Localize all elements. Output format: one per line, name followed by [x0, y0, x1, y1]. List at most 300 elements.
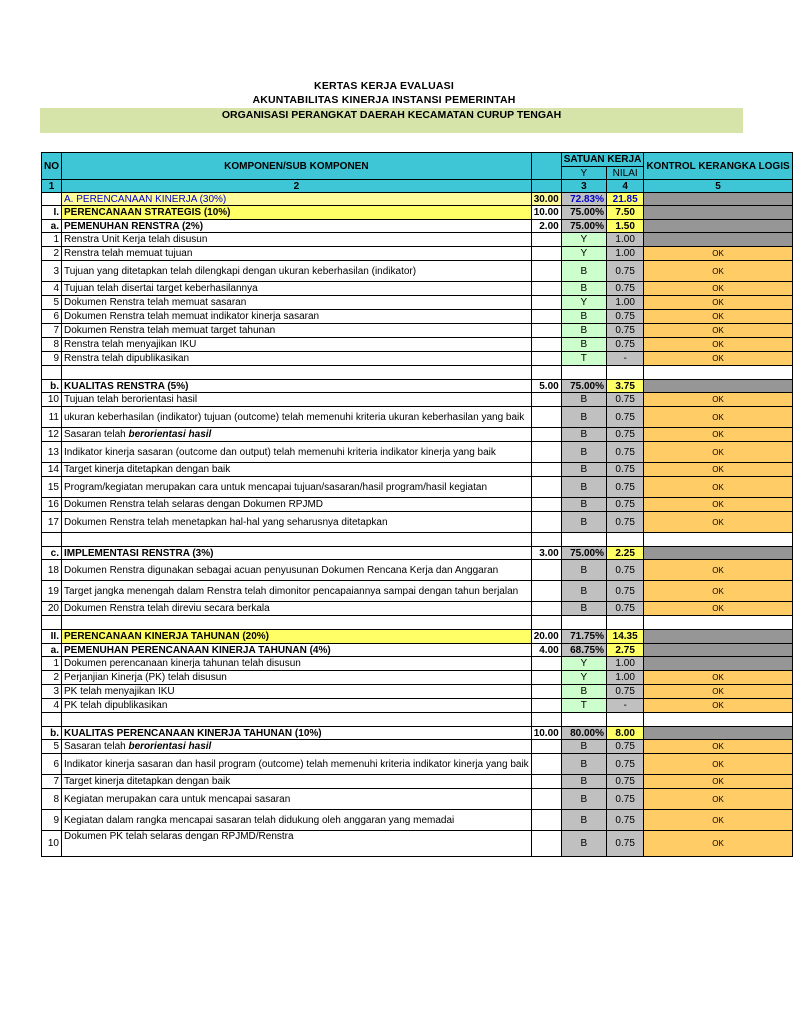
item-answer: B: [561, 560, 606, 581]
item-number: 11: [42, 407, 62, 428]
item-bobot: [531, 657, 561, 671]
section-nilai: 14.35: [607, 630, 644, 644]
row-number: b.: [42, 727, 62, 740]
item-label: Dokumen Renstra digunakan sebagai acuan penyusunan Dokumen Rencana Kerja dan Anggaran: [62, 560, 532, 581]
table-row: [42, 616, 793, 630]
item-ok-status: OK: [644, 685, 792, 699]
blank-cell: [561, 533, 606, 547]
table-row: [42, 789, 793, 810]
item-value: 1.00: [607, 671, 644, 685]
item-answer: B: [561, 324, 606, 338]
item-number: 3: [42, 685, 62, 699]
table-row: [42, 338, 793, 352]
item-answer: B: [561, 442, 606, 463]
item-answer: B: [561, 477, 606, 498]
item-answer: B: [561, 685, 606, 699]
item-ok-status: OK: [644, 699, 792, 713]
section-label: PERENCANAAN STRATEGIS (10%): [62, 206, 532, 220]
table-row: [42, 233, 793, 247]
item-answer: B: [561, 740, 606, 754]
item-answer: T: [561, 352, 606, 366]
header-komponen: KOMPONEN/SUB KOMPONEN: [62, 153, 532, 180]
section-label: IMPLEMENTASI RENSTRA (3%): [62, 547, 532, 560]
item-label: PK telah dipublikasikan: [62, 699, 532, 713]
table-row: [42, 220, 793, 233]
item-answer: B: [561, 581, 606, 602]
section-label: KUALITAS RENSTRA (5%): [62, 380, 532, 393]
item-label: [62, 428, 532, 442]
section-bobot: 30.00: [531, 193, 561, 206]
table-row: [42, 206, 793, 220]
section-kontrol: [644, 206, 792, 220]
item-number: 18: [42, 560, 62, 581]
item-label-text: Sasaran telah: [64, 741, 129, 752]
item-value: 0.75: [607, 560, 644, 581]
table-row: [42, 581, 793, 602]
item-answer: Y: [561, 233, 606, 247]
item-bobot: [531, 831, 561, 857]
section-label: PEMENUHAN PERENCANAAN KINERJA TAHUNAN (4%): [62, 644, 532, 657]
header-kontrol: KONTROL KERANGKA LOGIS: [644, 153, 792, 180]
section-nilai: 21.85: [607, 193, 644, 206]
item-bobot: [531, 324, 561, 338]
section-label: PERENCANAAN KINERJA TAHUNAN (20%): [62, 630, 532, 644]
item-number: 8: [42, 789, 62, 810]
item-label: PK telah menyajikan IKU: [62, 685, 532, 699]
item-ok-status: OK: [644, 393, 792, 407]
table-row: [42, 310, 793, 324]
item-answer: B: [561, 775, 606, 789]
item-label: Tujuan telah berorientasi hasil: [62, 393, 532, 407]
item-number: 13: [42, 442, 62, 463]
evaluation-sheet: [41, 152, 793, 857]
item-answer: T: [561, 699, 606, 713]
table-row: [42, 352, 793, 366]
row-number: a.: [42, 220, 62, 233]
table-row: [42, 685, 793, 699]
section-percent: 71.75%: [561, 630, 606, 644]
blank-cell: [607, 616, 644, 630]
item-answer: Y: [561, 671, 606, 685]
table-row: [42, 630, 793, 644]
item-bobot: [531, 282, 561, 296]
item-number: 16: [42, 498, 62, 512]
item-bobot: [531, 775, 561, 789]
item-bobot: [531, 560, 561, 581]
table-row: [42, 810, 793, 831]
header-no: NO: [42, 153, 62, 180]
header-num-1: 1: [42, 180, 62, 193]
item-value: 0.75: [607, 775, 644, 789]
item-label: Dokumen Renstra telah menetapkan hal-hal yang seharusnya ditetapkan: [62, 512, 532, 533]
item-ok-status: OK: [644, 352, 792, 366]
table-row: [42, 428, 793, 442]
item-bobot: [531, 671, 561, 685]
item-answer: B: [561, 393, 606, 407]
section-kontrol: [644, 727, 792, 740]
item-label: Indikator kinerja sasaran dan hasil program (outcome) telah memenuhi kriteria indikator kinerja yang baik: [62, 754, 532, 775]
item-value: 0.75: [607, 581, 644, 602]
blank-cell: [42, 366, 62, 380]
table-row: [42, 699, 793, 713]
item-answer: B: [561, 463, 606, 477]
section-kontrol: [644, 547, 792, 560]
item-label: Dokumen perencanaan kinerja tahunan telah disusun: [62, 657, 532, 671]
item-bobot: [531, 685, 561, 699]
item-number: 10: [42, 831, 62, 857]
item-label: Dokumen Renstra telah direviu secara berkala: [62, 602, 532, 616]
table-row: [42, 560, 793, 581]
item-value: 1.00: [607, 247, 644, 261]
item-number: 15: [42, 477, 62, 498]
section-nilai: 8.00: [607, 727, 644, 740]
item-number: 9: [42, 352, 62, 366]
item-bobot: [531, 393, 561, 407]
item-ok-status: [644, 233, 792, 247]
section-label: PEMENUHAN RENSTRA (2%): [62, 220, 532, 233]
item-value: 0.75: [607, 310, 644, 324]
row-number: a.: [42, 644, 62, 657]
item-value: -: [607, 352, 644, 366]
section-bobot: 4.00: [531, 644, 561, 657]
item-bobot: [531, 463, 561, 477]
blank-cell: [62, 366, 532, 380]
item-ok-status: OK: [644, 754, 792, 775]
table-row: [42, 533, 793, 547]
table-row: [42, 296, 793, 310]
table-row: [42, 193, 793, 206]
item-number: 17: [42, 512, 62, 533]
blank-cell: [561, 616, 606, 630]
table-row: [42, 380, 793, 393]
item-ok-status: OK: [644, 338, 792, 352]
item-answer: B: [561, 407, 606, 428]
header-satuan-kerja: SATUAN KERJA: [561, 153, 644, 167]
item-bobot: [531, 581, 561, 602]
item-label: Renstra telah memuat tujuan: [62, 247, 532, 261]
table-row: [42, 547, 793, 560]
item-ok-status: OK: [644, 324, 792, 338]
item-bobot: [531, 247, 561, 261]
item-label-emphasis: berorientasi hasil: [128, 429, 212, 440]
table-row: [42, 740, 793, 754]
item-value: 0.75: [607, 261, 644, 282]
item-value: 0.75: [607, 602, 644, 616]
section-bobot: 20.00: [531, 630, 561, 644]
table-row: [42, 477, 793, 498]
item-answer: B: [561, 810, 606, 831]
item-number: 19: [42, 581, 62, 602]
item-label: Dokumen Renstra telah memuat sasaran: [62, 296, 532, 310]
row-number: b.: [42, 380, 62, 393]
doc-title-1: KERTAS KERJA EVALUASI: [314, 80, 454, 92]
blank-cell: [607, 533, 644, 547]
item-ok-status: OK: [644, 477, 792, 498]
table-row: [42, 463, 793, 477]
item-value: 0.75: [607, 831, 644, 857]
item-ok-status: OK: [644, 407, 792, 428]
item-number: 7: [42, 775, 62, 789]
header-bobot: [531, 153, 561, 180]
item-number: 8: [42, 338, 62, 352]
row-number: II.: [42, 630, 62, 644]
section-percent: 68.75%: [561, 644, 606, 657]
item-value: 1.00: [607, 657, 644, 671]
blank-cell: [531, 366, 561, 380]
item-bobot: [531, 428, 561, 442]
item-value: 0.75: [607, 463, 644, 477]
header-num-blank: [531, 180, 561, 193]
item-value: 0.75: [607, 740, 644, 754]
table-row: [42, 602, 793, 616]
item-value: 0.75: [607, 407, 644, 428]
item-number: 4: [42, 282, 62, 296]
item-answer: B: [561, 754, 606, 775]
item-bobot: [531, 789, 561, 810]
item-bobot: [531, 442, 561, 463]
item-label-text: Sasaran telah: [64, 429, 129, 440]
header-nilai: NILAI: [607, 167, 644, 180]
section-percent: 75.00%: [561, 547, 606, 560]
item-label: Renstra telah menyajikan IKU: [62, 338, 532, 352]
item-value: 0.75: [607, 338, 644, 352]
item-value: 0.75: [607, 810, 644, 831]
section-percent: 75.00%: [561, 380, 606, 393]
blank-cell: [644, 533, 792, 547]
section-nilai: 7.50: [607, 206, 644, 220]
item-answer: B: [561, 310, 606, 324]
item-label: Indikator kinerja sasaran (outcome dan output) telah memenuhi kriteria indikator kinerja yang baik: [62, 442, 532, 463]
item-bobot: [531, 261, 561, 282]
item-value: 1.00: [607, 233, 644, 247]
table-row: [42, 657, 793, 671]
item-answer: B: [561, 789, 606, 810]
item-ok-status: OK: [644, 498, 792, 512]
section-kontrol: [644, 630, 792, 644]
item-label: Program/kegiatan merupakan cara untuk mencapai tujuan/sasaran/hasil program/hasil kegiatan: [62, 477, 532, 498]
item-number: 5: [42, 740, 62, 754]
item-value: 0.75: [607, 393, 644, 407]
section-label: KUALITAS PERENCANAAN KINERJA TAHUNAN (10%): [62, 727, 532, 740]
blank-cell: [62, 713, 532, 727]
item-label: Dokumen Renstra telah memuat indikator kinerja sasaran: [62, 310, 532, 324]
row-number: c.: [42, 547, 62, 560]
blank-cell: [607, 366, 644, 380]
item-value: 0.75: [607, 512, 644, 533]
item-value: 0.75: [607, 685, 644, 699]
item-bobot: [531, 754, 561, 775]
item-ok-status: OK: [644, 512, 792, 533]
item-ok-status: OK: [644, 671, 792, 685]
item-number: 9: [42, 810, 62, 831]
section-kontrol: [644, 644, 792, 657]
item-label: [62, 740, 532, 754]
item-ok-status: OK: [644, 789, 792, 810]
table-row: [42, 366, 793, 380]
item-ok-status: OK: [644, 428, 792, 442]
item-number: 20: [42, 602, 62, 616]
item-label: Renstra telah dipublikasikan: [62, 352, 532, 366]
blank-cell: [62, 533, 532, 547]
table-row: [42, 727, 793, 740]
item-bobot: [531, 740, 561, 754]
item-value: 0.75: [607, 442, 644, 463]
item-label: Dokumen Renstra telah memuat target tahunan: [62, 324, 532, 338]
item-ok-status: OK: [644, 296, 792, 310]
blank-cell: [42, 713, 62, 727]
item-value: 1.00: [607, 296, 644, 310]
item-number: 7: [42, 324, 62, 338]
item-ok-status: OK: [644, 581, 792, 602]
item-number: 2: [42, 247, 62, 261]
item-bobot: [531, 310, 561, 324]
table-row: [42, 261, 793, 282]
doc-title-2: AKUNTABILITAS KINERJA INSTANSI PEMERINTAH: [252, 94, 516, 106]
item-bobot: [531, 477, 561, 498]
item-ok-status: OK: [644, 740, 792, 754]
item-value: 0.75: [607, 498, 644, 512]
section-nilai: 2.75: [607, 644, 644, 657]
blank-cell: [644, 616, 792, 630]
table-row: [42, 498, 793, 512]
row-number: [42, 193, 62, 206]
section-bobot: 10.00: [531, 727, 561, 740]
item-bobot: [531, 498, 561, 512]
blank-cell: [42, 616, 62, 630]
item-number: 12: [42, 428, 62, 442]
item-number: 1: [42, 657, 62, 671]
section-bobot: 10.00: [531, 206, 561, 220]
blank-cell: [531, 616, 561, 630]
table-row: [42, 407, 793, 428]
blank-cell: [561, 713, 606, 727]
section-label: A. PERENCANAAN KINERJA (30%): [62, 193, 532, 206]
item-ok-status: OK: [644, 463, 792, 477]
item-bobot: [531, 338, 561, 352]
header-num-3: 3: [561, 180, 606, 193]
item-label-emphasis: berorientasi hasil: [128, 741, 212, 752]
table-row: [42, 754, 793, 775]
table-row: [42, 644, 793, 657]
item-answer: B: [561, 831, 606, 857]
item-label: Dokumen Renstra telah selaras dengan Dokumen RPJMD: [62, 498, 532, 512]
item-answer: Y: [561, 296, 606, 310]
section-percent: 75.00%: [561, 220, 606, 233]
item-bobot: [531, 296, 561, 310]
item-number: 4: [42, 699, 62, 713]
item-answer: Y: [561, 247, 606, 261]
section-nilai: 3.75: [607, 380, 644, 393]
item-bobot: [531, 810, 561, 831]
blank-cell: [644, 366, 792, 380]
item-label: Renstra Unit Kerja telah disusun: [62, 233, 532, 247]
item-number: 10: [42, 393, 62, 407]
blank-cell: [42, 533, 62, 547]
table-row: [42, 713, 793, 727]
item-label: Kegiatan merupakan cara untuk mencapai sasaran: [62, 789, 532, 810]
item-number: 5: [42, 296, 62, 310]
blank-cell: [531, 533, 561, 547]
header-num-5: 5: [644, 180, 792, 193]
blank-cell: [607, 713, 644, 727]
item-number: 2: [42, 671, 62, 685]
section-nilai: 1.50: [607, 220, 644, 233]
table-row: [42, 442, 793, 463]
item-number: 6: [42, 310, 62, 324]
item-ok-status: OK: [644, 282, 792, 296]
section-kontrol: [644, 193, 792, 206]
item-ok-status: OK: [644, 261, 792, 282]
item-value: 0.75: [607, 477, 644, 498]
item-ok-status: [644, 657, 792, 671]
item-answer: B: [561, 498, 606, 512]
item-label: Target kinerja ditetapkan dengan baik: [62, 775, 532, 789]
item-ok-status: OK: [644, 247, 792, 261]
org-title: ORGANISASI PERANGKAT DAERAH KECAMATAN CURUP TENGAH: [221, 109, 562, 121]
item-bobot: [531, 699, 561, 713]
item-value: 0.75: [607, 789, 644, 810]
section-kontrol: [644, 380, 792, 393]
item-value: -: [607, 699, 644, 713]
item-answer: B: [561, 602, 606, 616]
section-percent: 75.00%: [561, 206, 606, 220]
header-num-2: 2: [62, 180, 532, 193]
item-label: Tujuan telah disertai target keberhasilannya: [62, 282, 532, 296]
item-answer: B: [561, 428, 606, 442]
table-row: [42, 247, 793, 261]
section-percent: 80.00%: [561, 727, 606, 740]
item-label: Dokumen PK telah selaras dengan RPJMD/Renstra: [62, 831, 532, 857]
table-row: [42, 512, 793, 533]
header-num-4: 4: [607, 180, 644, 193]
section-nilai: 2.25: [607, 547, 644, 560]
section-percent: 72.83%: [561, 193, 606, 206]
table-row: [42, 775, 793, 789]
item-answer: B: [561, 261, 606, 282]
item-bobot: [531, 602, 561, 616]
table-row: [42, 282, 793, 296]
item-label: Perjanjian Kinerja (PK) telah disusun: [62, 671, 532, 685]
item-ok-status: OK: [644, 310, 792, 324]
section-kontrol: [644, 220, 792, 233]
item-value: 0.75: [607, 324, 644, 338]
item-bobot: [531, 512, 561, 533]
item-answer: B: [561, 282, 606, 296]
item-label: Kegiatan dalam rangka mencapai sasaran telah didukung oleh anggaran yang memadai: [62, 810, 532, 831]
item-answer: B: [561, 338, 606, 352]
item-ok-status: OK: [644, 775, 792, 789]
item-value: 0.75: [607, 428, 644, 442]
blank-cell: [561, 366, 606, 380]
item-label: Target kinerja ditetapkan dengan baik: [62, 463, 532, 477]
item-number: 3: [42, 261, 62, 282]
item-answer: B: [561, 512, 606, 533]
item-number: 1: [42, 233, 62, 247]
section-bobot: 5.00: [531, 380, 561, 393]
item-bobot: [531, 352, 561, 366]
blank-cell: [644, 713, 792, 727]
blank-cell: [531, 713, 561, 727]
item-number: 14: [42, 463, 62, 477]
item-ok-status: OK: [644, 560, 792, 581]
item-label: ukuran keberhasilan (indikator) tujuan (outcome) telah memenuhi kriteria ukuran keberhasilan yang baik: [62, 407, 532, 428]
blank-cell: [62, 616, 532, 630]
item-ok-status: OK: [644, 442, 792, 463]
item-bobot: [531, 233, 561, 247]
table-row: [42, 671, 793, 685]
row-number: I.: [42, 206, 62, 220]
item-bobot: [531, 407, 561, 428]
